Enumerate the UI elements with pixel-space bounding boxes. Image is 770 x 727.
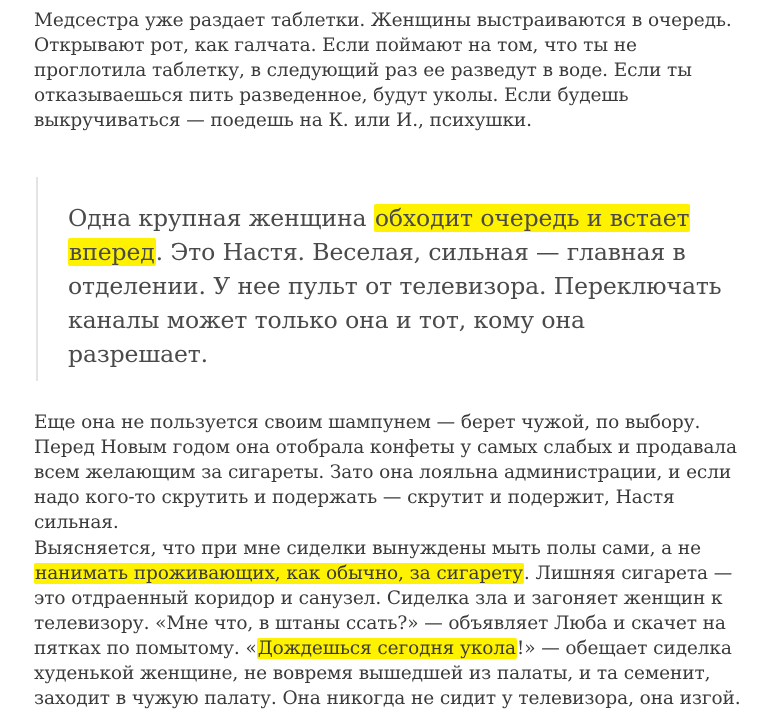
pull-quote (36, 177, 726, 381)
paragraph-3 (34, 536, 754, 711)
paragraph-3-part-3: !» — обещает сиделка худенькой женщине, не вовремя вышедшей из палаты, и та семенит, заходит в чужую палату. Она никогда не сидит у телевизора, она изгой. (34, 638, 741, 709)
quote-text-before: Одна крупная женщина (68, 204, 374, 232)
paragraph-1: Медсестра уже раздает таблетки. Женщины выстраиваются в очередь. Открывают рот, как галчата. Если поймают на том, что ты не проглотила таблетку, в следующий раз ее разведут в воде. Если ты отказываешься пить разведенное, будут уколы. Если будешь выкручиваться — поедешь на К. или И., психушки. (34, 10, 732, 131)
quote-text-after: . Это Настя. Веселая, сильная — главная в отделении. У нее пульт от телевизора. Переключать каналы может только она и тот, кому она разрешает. (68, 238, 722, 368)
paragraph-3-part-2: . Лишняя сигарета — это отдраенный коридор и санузел. Сиделка зла и загоняет женщин к телевизору. «Мне что, в штаны ссать?» — объявляет Люба и скачет на пятках по помытому. « (34, 563, 733, 659)
paragraph-3-highlight-2[interactable]: Дождешься сегодня укола (257, 638, 516, 659)
paragraph-3-part-1: Выясняется, что при мне сиделки вынуждены мыть полы сами, а не (34, 538, 701, 559)
quote-highlight[interactable]: обходит очередь и встает вперед (69, 204, 690, 266)
pull-quote-text (68, 201, 726, 371)
paragraph-2: Еще она не пользуется своим шампунем — берет чужой, по выбору. Перед Новым годом она отобрала конфеты у самых слабых и продавала всем желающим за сигареты. Зато она лояльна администрации, и если надо кого-то скрутить и подержать — скрутит и подержит, Настя сильная. (34, 412, 737, 533)
paragraph-3-highlight-1[interactable]: нанимать проживающих, как обычно, за сигарету (35, 563, 523, 584)
